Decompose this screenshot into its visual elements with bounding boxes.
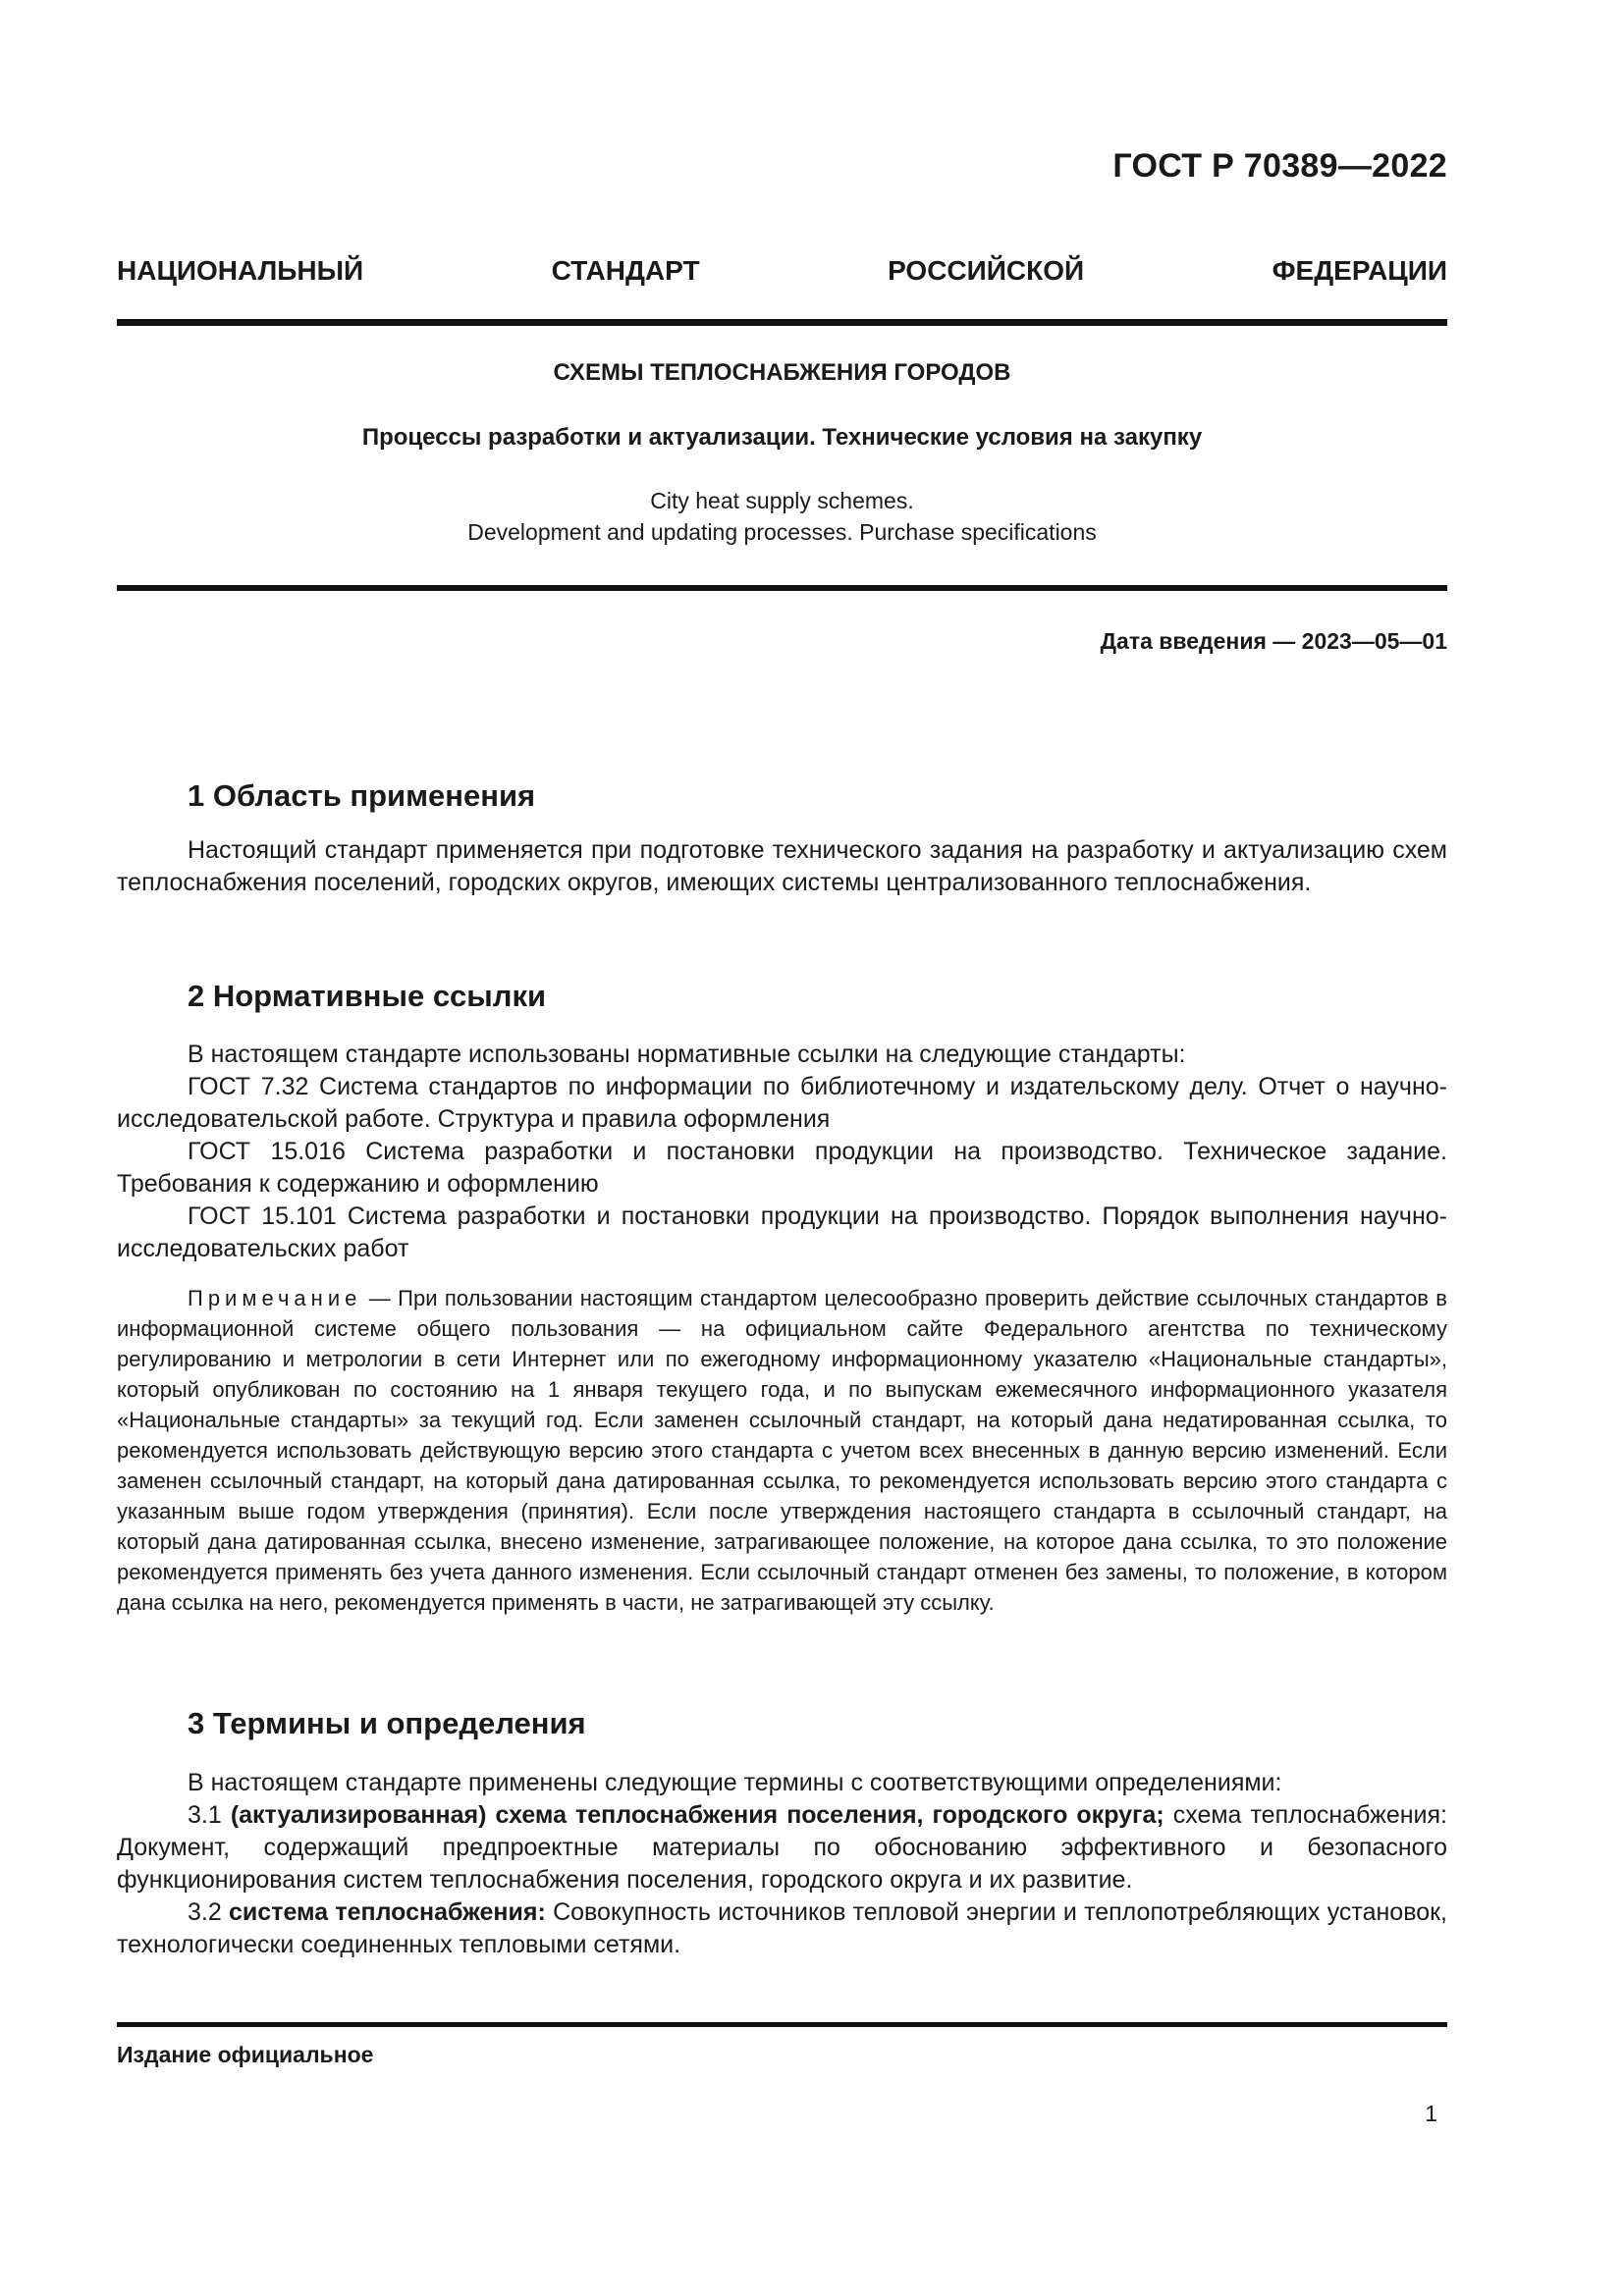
definitions: [117, 1767, 1447, 1961]
reference-item: ГОСТ 15.101 Система разработки и постановки продукции на производство. Порядок выполнения научно-исследовательских работ: [117, 1202, 1447, 1262]
introduction-date: Дата введения — 2023—05—01: [1100, 628, 1447, 654]
section-2-heading: 2 Нормативные ссылки: [188, 979, 547, 1013]
definition-3-2: [117, 1896, 1447, 1961]
edition-label: Издание официальное: [117, 2042, 374, 2067]
definition-text: схема теплоснабжения: Документ, содержащий предпроектные материалы по обоснованию эффективного и безопасного функционирования систем теплоснабжения поселения, городского округа и их развитие.: [117, 1801, 1448, 1894]
definition-term: (актуализированная) схема теплоснабжения поселения, городского округа;: [230, 1801, 1164, 1829]
normative-references: [117, 1039, 1447, 1265]
document-code: ГОСТ Р 70389—2022: [1112, 147, 1447, 185]
definition-3-1: [117, 1799, 1447, 1896]
english-title: [117, 485, 1447, 548]
title-divider: [117, 585, 1447, 591]
references-intro: В настоящем стандарте использованы нормативные ссылки на следующие стандарты:: [188, 1041, 1186, 1068]
definition-number: 3.2: [188, 1898, 230, 1926]
definition-term: система теплоснабжения:: [229, 1898, 546, 1926]
english-title-line-1: City heat supply schemes.: [650, 488, 914, 513]
document-title: СХЕМЫ ТЕПЛОСНАБЖЕНИЯ ГОРОДОВ: [553, 359, 1011, 386]
definition-number: 3.1: [188, 1801, 231, 1829]
definition-text: Совокупность источников тепловой энергии и теплопотребляющих установок, технологически соединенных тепловыми сетями.: [117, 1898, 1447, 1958]
section-1-body: Настоящий стандарт применяется при подготовке технического задания на разработку и актуализацию схем теплоснабжения поселений, городских округов, имеющих системы централизованного теплоснабжения.: [117, 836, 1447, 896]
reference-item: ГОСТ 15.016 Система разработки и постановки продукции на производство. Техническое задание. Требования к содержанию и оформлению: [117, 1138, 1447, 1198]
definitions-intro: В настоящем стандарте применены следующие термины с соответствующими определениями:: [188, 1769, 1282, 1796]
section-3-heading: 3 Термины и определения: [188, 1706, 586, 1740]
top-divider: [117, 319, 1447, 326]
section-1-heading: 1 Область применения: [188, 778, 536, 813]
reference-item: ГОСТ 7.32 Система стандартов по информации по библиотечному и издательскому делу. Отчет о научно-исследовательской работе. Структура и правила оформления: [117, 1073, 1447, 1133]
references-note: [117, 1283, 1447, 1618]
section-1-text: [117, 834, 1447, 899]
note-text: — При пользовании настоящим стандартом целесообразно проверить действие ссылочных стандартов в информационной системе общего пользования — на официальном сайте Федерального агентства по техническому регулированию и метрологии в сети Интернет или по ежегодному информационному указателю «Национальные стандарты», который опубликован по состоянию на 1 января текущего года, и по выпускам ежемесячного информационного указателя «Национальные стандарты» за текущий год. Если заменен ссылочный стандарт, на который дана недатированная ссылка, то рекомендуется использовать действующую версию этого стандарта с учетом всех внесенных в данную версию изменений. Если заменен ссылочный стандарт, на который дана датированная ссылка, то рекомендуется использовать версию этого стандарта с указанным выше годом утверждения (принятия). Если после утверждения настоящего стандарта в ссылочный стандарт, на который дана датированная ссылка, внесено изменение, затрагивающее положение, на которое дана ссылка, то это положение рекомендуется применять без учета данного изменения. Если ссылочный стандарт отменен без замены, то положение, в котором дана ссылка на него, рекомендуется применять в части, не затрагивающей эту ссылку.: [117, 1286, 1447, 1615]
note-label: Примечание: [188, 1286, 362, 1310]
footer-divider: [117, 2022, 1447, 2027]
english-title-line-2: Development and updating processes. Purchase specifications: [467, 519, 1097, 545]
page-number: 1: [1425, 2101, 1437, 2126]
document-subtitle: Процессы разработки и актуализации. Технические условия на закупку: [361, 424, 1203, 451]
national-standard-banner: НАЦИОНАЛЬНЫЙ СТАНДАРТ РОССИЙСКОЙ ФЕДЕРАЦИИ: [117, 255, 1447, 286]
